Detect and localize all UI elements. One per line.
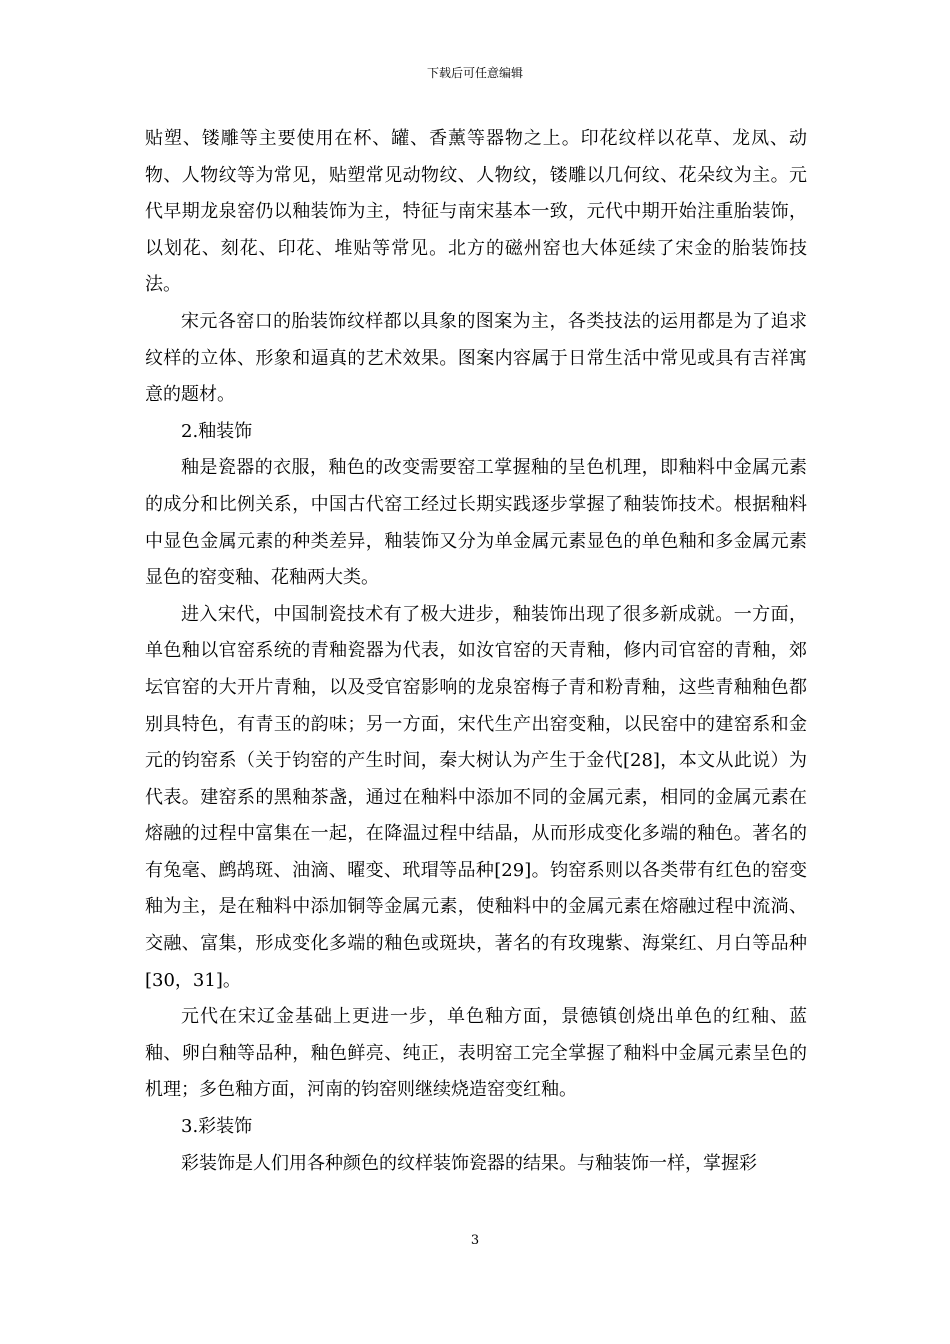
paragraph: 宋元各窑口的胎装饰纹样都以具象的图案为主，各类技法的运用都是为了追求纹样的立体、形象和逼真的艺术效果。图案内容属于日常生活中常见或具有吉祥寓意的题材。 [145, 310, 807, 406]
paragraph: 釉是瓷器的衣服，釉色的改变需要窑工掌握釉的呈色机理，即釉料中金属元素的成分和比例关系，中国古代窑工经过长期实践逐步掌握了釉装饰技术。根据釉料中显色金属元素的种类差异，釉装饰又分为单金属元素显色的单色釉和多金属元素显色的窑变釉、花釉两大类。 [145, 457, 807, 589]
paragraph-continuation: 贴塑、镂雕等主要使用在杯、罐、香薰等器物之上。印花纹样以花草、龙凤、动物、人物纹等为常见，贴塑常见动物纹、人物纹，镂雕以几何纹、花朵纹为主。元代早期龙泉窑仍以釉装饰为主，特征与南宋基本一致，元代中期开始注重胎装饰，以划花、刻花、印花、堆贴等常见。北方的磁州窑也大体延续了宋金的胎装饰技法。 [145, 128, 807, 296]
paragraph: 彩装饰是人们用各种颜色的纹样装饰瓷器的结果。与釉装饰一样，掌握彩 [181, 1152, 757, 1174]
section-heading-glaze: 2.釉装饰 [181, 420, 253, 442]
page-header: 下载后可任意编辑 [426, 66, 523, 80]
page-number: 3 [470, 1233, 480, 1248]
paragraph: 进入宋代，中国制瓷技术有了极大进步，釉装饰出现了很多新成就。一方面，单色釉以官窑系统的青釉瓷器为代表，如汝官窑的天青釉，修内司官窑的青釉，郊坛官窑的大开片青釉，以及受官窑影响的龙泉窑梅子青和粉青釉，这些青釉釉色都别具特色，有青玉的韵味；另一方面，宋代生产出窑变釉，以民窑中的建窑系和金元的钧窑系（关于钧窑的产生时间，秦大树认为产生于金代[28]，本文从此说）为代表。建窑系的黑釉茶盏，通过在釉料中添加不同的金属元素，相同的金属元素在熔融的过程中富集在一起，在降温过程中结晶，从而形成变化多端的釉色。著名的有兔毫、鹧鸪斑、油滴、曜变、玳瑁等品种[29]。钧窑系则以各类带有红色的窑变釉为主，是在釉料中添加铜等金属元素，使釉料中的金属元素在熔融过程中流淌、交融、富集，形成变化多端的釉色或斑块，著名的有玫瑰紫、海棠红、月白等品种[30，31]。 [145, 603, 807, 991]
section-heading-color: 3.彩装饰 [181, 1116, 253, 1138]
paragraph: 元代在宋辽金基础上更进一步，单色釉方面，景德镇创烧出单色的红釉、蓝釉、卵白釉等品种，釉色鲜亮、纯正，表明窑工完全掌握了釉料中金属元素呈色的机理；多色釉方面，河南的钧窑则继续烧造窑变红釉。 [145, 1006, 807, 1101]
body-text [145, 121, 807, 1182]
